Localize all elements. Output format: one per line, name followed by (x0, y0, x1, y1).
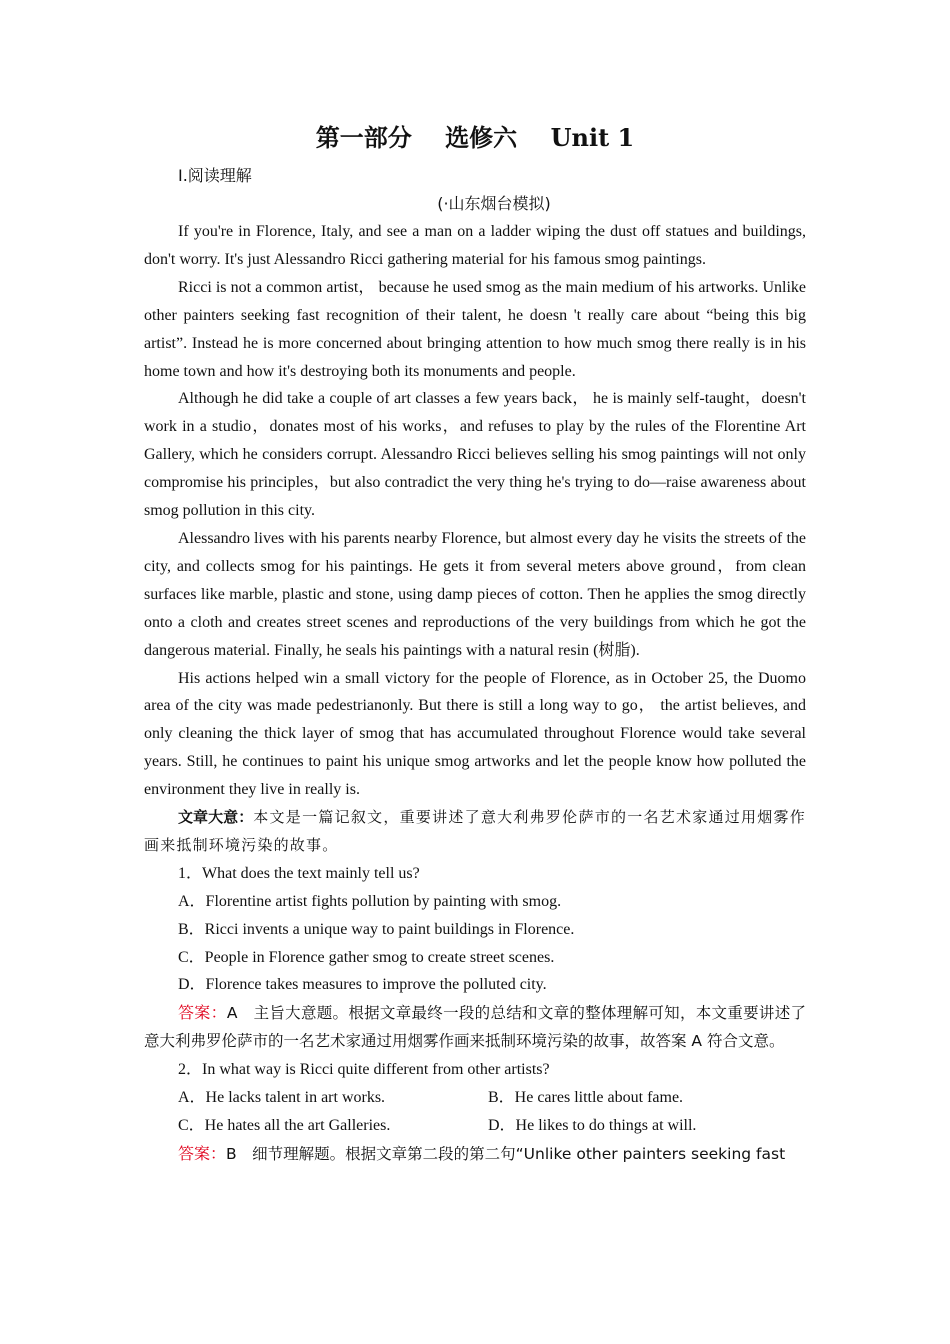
question-1-answer (144, 999, 806, 1056)
question-2-options-row-1 (144, 1084, 806, 1112)
passage-summary (144, 804, 806, 860)
summary-label: 文章大意： (178, 808, 254, 827)
passage-paragraph-3: Although he did take a couple of art classes a few years back， he is mainly self-taught，doesn't work in a studio，donates most of his works，and refuses to play by the rules of the Florentine Art Gallery, which he considers corrupt. Alessandro Ricci believes selling his smog paintings will not only compromise his principles，but also contradict the very thing he's trying to do—raise awareness about smog pollution in this city. (144, 390, 806, 520)
answer-explanation: B 细节理解题。根据文章第二段的第二句“Unlike other painters seeking fast (226, 1144, 786, 1163)
section-heading: Ⅰ.阅读理解 (178, 166, 252, 185)
question-2-options-row-2 (144, 1112, 806, 1140)
source-note: (·山东烟台模拟) (437, 194, 551, 213)
question-1-option-a: A．Florentine artist fights pollution by painting with smog. (178, 892, 562, 910)
passage-paragraph-1: If you're in Florence, Italy, and see a man on a ladder wiping the dust off statues and buildings, don't worry. It's just Alessandro Ricci gathering material for his famous smog paintings. (144, 223, 806, 268)
answer-explanation: A 主旨大意题。根据文章最终一段的总结和文章的整体理解可知，本文重要讲述了意大利弗罗伦萨市的一名艺术家通过用烟雾作画来抵制环境污染的故事，故答案 A 符合文意。 (144, 1004, 806, 1051)
question-2-option-a: A．He lacks talent in art works. (178, 1089, 386, 1107)
passage-paragraph-4: Alessandro lives with his parents nearby Florence, but almost every day he visits the streets of the city, and collects smog for his paintings. He gets it from several meters above ground，from clean surfaces like marble, plastic and stone, using damp pieces of cotton. Then he applies the smog directly onto a cloth and creates street scenes and reproductions of the very buildings from which he got the dangerous material. Finally, he seals his paintings with a natural resin (树脂). (144, 529, 806, 659)
answer-label: 答案： (178, 1003, 227, 1023)
question-2-option-c: C．He hates all the art Galleries. (178, 1117, 391, 1134)
page-title: 第一部分 选修六 Unit 1 (315, 123, 635, 152)
question-2-option-b: B．He cares little about fame. (488, 1089, 684, 1107)
question-2-stem: 2．In what way is Ricci quite different from other artists? (178, 1061, 550, 1079)
question-1-option-c: C．People in Florence gather smog to create street scenes. (178, 948, 555, 966)
passage-paragraph-5: His actions helped win a small victory for the people of Florence, as in October 25, the Duomo area of the city was made pedestrianonly. But there is still a long way to go， the artist believes, and only cleaning the thick layer of smog that has accumulated throughout Florence would take several years. Still, he continues to paint his unique smog artworks and let the people know how polluted the environment they live in really is. (144, 669, 807, 799)
question-1-option-b: B．Ricci invents a unique way to paint buildings in Florence. (178, 920, 575, 938)
question-1-stem: 1．What does the text mainly tell us? (178, 864, 420, 882)
question-2-option-d: D．He likes to do things at will. (488, 1117, 697, 1134)
passage-paragraph-2: Ricci is not a common artist， because he used smog as the main medium of his artworks. Unlike other painters seeking fast recognition of their talent, he doesn 't really care about “being this big artist”. Instead he is more concerned about bringing attention to how much smog there really is in his home town and how it's destroying both its monuments and people. (144, 278, 806, 380)
summary-text: 本文是一篇记叙文，重要讲述了意大利弗罗伦萨市的一名艺术家通过用烟雾作画来抵制环境污染的故事。 (144, 808, 806, 854)
question-2-answer (144, 1140, 806, 1169)
question-1-option-d: D．Florence takes measures to improve the polluted city. (178, 976, 547, 994)
answer-label: 答案： (178, 1143, 227, 1163)
reading-passage (144, 218, 806, 1169)
